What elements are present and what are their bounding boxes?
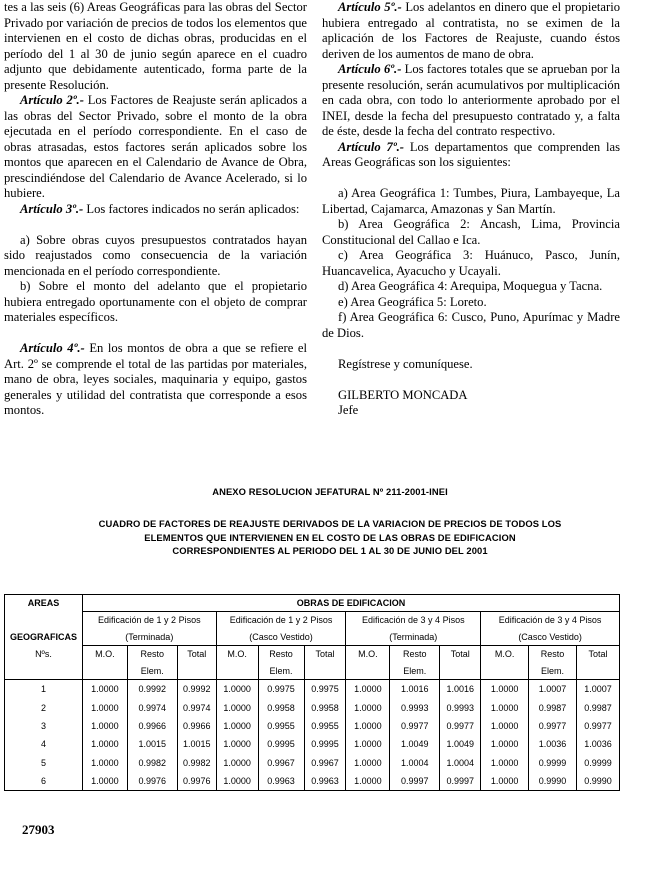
factor-cell: 0.9987: [529, 698, 577, 716]
factor-cell: 1.0000: [346, 717, 390, 735]
col-mo: M.O.: [82, 646, 127, 663]
factor-cell: 0.9963: [304, 772, 346, 791]
factor-cell: 0.9992: [177, 680, 216, 699]
factor-cell: 0.9955: [258, 717, 304, 735]
group-2-sub: (Casco Vestido): [216, 629, 346, 646]
article-5-text: Los adelantos en dinero que el propietario hubiera entregado al contratista, no se eximen de la aplicación de los Factores de Reajuste, cuando éstos deriven de los aumentos de mano de obra.: [322, 0, 620, 61]
factor-cell: 1.0007: [576, 680, 619, 699]
group-3-title: Edificación de 3 y 4 Pisos: [346, 612, 481, 629]
col-elem: Elem.: [127, 663, 177, 680]
col-mo: M.O.: [346, 646, 390, 663]
area-item-c: c) Area Geográfica 3: Huánuco, Pasco, Junín, Huancavelica, Ayacucho y Ucayali.: [322, 248, 620, 278]
factor-cell: 0.9958: [258, 698, 304, 716]
factor-cell: 1.0000: [82, 772, 127, 791]
factor-cell: 0.9967: [304, 754, 346, 772]
factor-cell: 1.0000: [481, 698, 529, 716]
factor-cell: 0.9995: [304, 735, 346, 753]
right-text-column: [322, 0, 620, 419]
signer-title: Jefe: [338, 403, 359, 417]
article-7-text: Los departamentos que comprenden las Areas Geográficas son los siguientes:: [322, 139, 620, 169]
article-3: [4, 202, 307, 218]
factor-cell: 1.0016: [440, 680, 481, 699]
article-7-title: Artículo 7º.-: [338, 139, 404, 154]
table-row: [5, 698, 620, 716]
factor-cell: 1.0000: [346, 680, 390, 699]
col-resto: Resto: [529, 646, 577, 663]
factor-cell: 1.0000: [346, 735, 390, 753]
article-3-title: Artículo 3º.-: [20, 201, 84, 216]
group-2-title: Edificación de 1 y 2 Pisos: [216, 612, 346, 629]
article-3-item-a: a) Sobre obras cuyos presupuestos contratados hayan sido reajustados como consecuencia de la variación mencionada en el período correspondiente.: [4, 232, 307, 278]
factor-cell: 1.0000: [82, 717, 127, 735]
geograficas-header: GEOGRAFICAS: [5, 629, 83, 646]
factor-cell: 1.0007: [529, 680, 577, 699]
article-4: [4, 341, 307, 419]
col-resto: Resto: [127, 646, 177, 663]
article-4-title: Artículo 4º.-: [20, 341, 85, 355]
article-2: [4, 93, 307, 202]
factor-cell: 0.9977: [576, 717, 619, 735]
col-total: Total: [304, 646, 346, 663]
article-4-text: En los montos de obra a que se refiere el Art. 2º se comprende el total de las partidas por materiales, mano de obra, leyes sociales, maquinaria y equipo, gastos generales y utilidad del contratista que corresponde a esos montos.: [4, 341, 307, 417]
factor-cell: 0.9993: [390, 698, 440, 716]
factor-cell: 0.9990: [576, 772, 619, 791]
factor-cell: 0.9975: [258, 680, 304, 699]
factor-cell: 0.9967: [258, 754, 304, 772]
factor-cell: 1.0016: [390, 680, 440, 699]
factor-cell: 0.9963: [258, 772, 304, 791]
area-item-d: d) Area Geográfica 4: Arequipa, Moquegua y Tacna.: [338, 279, 603, 293]
article-2-text: Los Factores de Reajuste serán aplicados a las obras del Sector Privado, sobre el monto de la obra ejecutada en el período correspondiente. En el caso de obras atrasadas, estos factores serán aplicados sobre los montos que aparecen en el Calendario de Avance de Obra, prescindiéndose del Calendario de Avance Acelerado, si lo hubiere.: [4, 93, 307, 200]
factor-cell: 1.0000: [216, 754, 258, 772]
factor-cell: 1.0049: [440, 735, 481, 753]
cuadro-line-2: ELEMENTOS QUE INTERVIENEN EN EL COSTO DE LAS OBRAS DE EDIFICACION: [144, 531, 516, 543]
factor-cell: 1.0000: [481, 735, 529, 753]
col-elem: Elem.: [529, 663, 577, 680]
article-3-item-b: b) Sobre el monto del adelanto que el propietario hubiera entregado oportunamente con el objeto de comprar materiales específicos.: [4, 279, 307, 324]
area-number-cell: 2: [5, 698, 83, 716]
factor-cell: 1.0000: [216, 680, 258, 699]
group-4-sub: (Casco Vestido): [481, 629, 620, 646]
numero-header: Nºs.: [5, 646, 83, 663]
factor-cell: 1.0000: [82, 698, 127, 716]
factor-cell: 1.0000: [216, 698, 258, 716]
area-number-cell: 6: [5, 772, 83, 791]
factor-cell: 0.9977: [390, 717, 440, 735]
factor-cell: 0.9977: [440, 717, 481, 735]
col-total: Total: [177, 646, 216, 663]
factor-cell: 1.0004: [440, 754, 481, 772]
factor-cell: 1.0036: [576, 735, 619, 753]
col-total: Total: [440, 646, 481, 663]
factor-cell: 0.9982: [177, 754, 216, 772]
factor-cell: 1.0000: [82, 754, 127, 772]
factor-cell: 1.0000: [346, 772, 390, 791]
group-1-sub: (Terminada): [82, 629, 216, 646]
obras-header: OBRAS DE EDIFICACION: [82, 595, 619, 612]
group-4-title: Edificación de 3 y 4 Pisos: [481, 612, 620, 629]
group-1-title: Edificación de 1 y 2 Pisos: [82, 612, 216, 629]
table-row: [5, 735, 620, 753]
table-row: [5, 680, 620, 699]
col-mo: M.O.: [481, 646, 529, 663]
factor-cell: 1.0000: [216, 717, 258, 735]
cuadro-heading: [0, 517, 660, 558]
factor-cell: 1.0000: [481, 772, 529, 791]
factor-cell: 1.0049: [390, 735, 440, 753]
factor-cell: 0.9974: [177, 698, 216, 716]
area-number-cell: 4: [5, 735, 83, 753]
factor-cell: 0.9993: [440, 698, 481, 716]
article-7: [322, 140, 620, 171]
factor-cell: 1.0000: [82, 680, 127, 699]
col-elem: Elem.: [258, 663, 304, 680]
article-6-text: Los factores totales que se aprueban por la presente resolución, serán acumulativos por multiplicación en cada obra, con todo lo anteriormente aprobado por el INEI, desde la fecha del presupuesto contratado y, a falta de éste, desde la fecha del contrato respectivo.: [322, 62, 620, 138]
register-text: Regístrese y comuníquese.: [338, 356, 473, 371]
factors-table: [4, 594, 620, 791]
factor-cell: 1.0036: [529, 735, 577, 753]
area-number-cell: 5: [5, 754, 83, 772]
signature-block: [322, 357, 620, 419]
cuadro-line-3: CORRESPONDIENTES AL PERIODO DEL 1 AL 30 DE JUNIO DEL 2001: [172, 545, 488, 556]
col-mo: M.O.: [216, 646, 258, 663]
article-2-title: Artículo 2º.-: [20, 93, 84, 107]
factor-cell: 1.0004: [390, 754, 440, 772]
factor-cell: 0.9976: [177, 772, 216, 791]
article-6: [322, 62, 620, 140]
page-number: 27903: [22, 822, 55, 837]
factor-cell: 1.0000: [216, 735, 258, 753]
cuadro-line-1: CUADRO DE FACTORES DE REAJUSTE DERIVADOS DE LA VARIACION DE PRECIOS DE TODOS LOS: [98, 518, 562, 529]
table-body: [5, 680, 620, 791]
article-5: [322, 0, 620, 62]
factor-cell: 0.9992: [127, 680, 177, 699]
factor-cell: 1.0000: [346, 754, 390, 772]
paragraph-intro: tes a las seis (6) Areas Geográficas para las obras del Sector Privado por variación de precios de todos los elementos que intervienen en el costo de dichas obras, producidas en el período del 1 al 30 de junio según aparece en el cuadro adjunto que debidamente autenticado, forma parte de la presente Resolución.: [4, 0, 307, 92]
factor-cell: 1.0000: [216, 772, 258, 791]
annex-title: ANEXO RESOLUCION JEFATURAL Nº 211-2001-INEI: [212, 486, 448, 497]
factor-cell: 0.9995: [258, 735, 304, 753]
table-row: [5, 717, 620, 735]
factor-cell: 0.9975: [304, 680, 346, 699]
area-number-cell: 1: [5, 680, 83, 699]
factor-cell: 1.0000: [481, 717, 529, 735]
factor-cell: 0.9997: [440, 772, 481, 791]
area-item-e: e) Area Geográfica 5: Loreto.: [338, 294, 487, 309]
factor-cell: 0.9976: [127, 772, 177, 791]
area-item-a: a) Area Geográfica 1: Tumbes, Piura, Lambayeque, La Libertad, Cajamarca, Amazonas y San Martín.: [322, 186, 620, 216]
factor-cell: 1.0000: [481, 680, 529, 699]
area-item-b: b) Area Geográfica 2: Ancash, Lima, Provincia Constitucional del Callao e Ica.: [322, 217, 620, 247]
factor-cell: 0.9999: [576, 754, 619, 772]
col-resto: Resto: [390, 646, 440, 663]
factor-cell: 1.0015: [177, 735, 216, 753]
factor-cell: 0.9966: [127, 717, 177, 735]
article-5-title: Artículo 5º.-: [338, 0, 402, 14]
areas-header: AREAS: [5, 595, 83, 612]
factor-cell: 0.9987: [576, 698, 619, 716]
factor-cell: 0.9999: [529, 754, 577, 772]
col-total: Total: [576, 646, 619, 663]
signer-name: GILBERTO MONCADA: [338, 387, 468, 402]
factor-cell: 0.9977: [529, 717, 577, 735]
left-text-column: [4, 0, 307, 419]
factor-cell: 0.9982: [127, 754, 177, 772]
group-3-sub: (Terminada): [346, 629, 481, 646]
area-item-f: f) Area Geográfica 6: Cusco, Puno, Apurímac y Madre de Dios.: [322, 310, 620, 340]
factor-cell: 0.9990: [529, 772, 577, 791]
factor-cell: 1.0000: [346, 698, 390, 716]
table-row: [5, 772, 620, 791]
factor-cell: 1.0015: [127, 735, 177, 753]
table-row: [5, 754, 620, 772]
factor-cell: 0.9966: [177, 717, 216, 735]
col-resto: Resto: [258, 646, 304, 663]
factor-cell: 0.9974: [127, 698, 177, 716]
col-elem: Elem.: [390, 663, 440, 680]
article-6-title: Artículo 6º.-: [338, 62, 402, 76]
factor-cell: 1.0000: [82, 735, 127, 753]
factor-cell: 0.9958: [304, 698, 346, 716]
factor-cell: 0.9997: [390, 772, 440, 791]
article-3-text: Los factores indicados no serán aplicados:: [83, 201, 300, 216]
factor-cell: 1.0000: [481, 754, 529, 772]
area-number-cell: 3: [5, 717, 83, 735]
factor-cell: 0.9955: [304, 717, 346, 735]
